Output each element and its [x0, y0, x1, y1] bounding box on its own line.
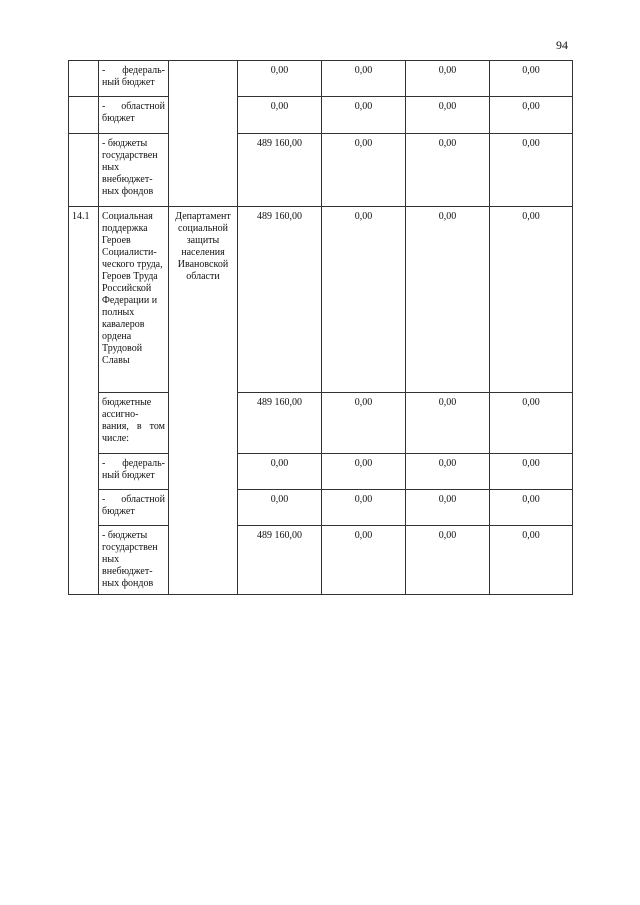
source-label: бюджетные ассигно-вания, в том числе: — [99, 393, 169, 454]
value-cell: 0,00 — [490, 97, 573, 134]
value-cell: 0,00 — [406, 207, 490, 393]
source-label: - федераль-ный бюджет — [99, 61, 169, 97]
value-cell: 0,00 — [322, 61, 406, 97]
value-cell: 0,00 — [490, 526, 573, 595]
value-cell: 0,00 — [322, 207, 406, 393]
value-cell: 0,00 — [490, 490, 573, 526]
table-row — [69, 490, 573, 526]
value-cell: 0,00 — [406, 454, 490, 490]
value-cell: 0,00 — [406, 134, 490, 207]
table-row — [69, 97, 573, 134]
value-cell: 0,00 — [238, 454, 322, 490]
number-cell — [69, 134, 99, 207]
budget-table — [68, 60, 573, 595]
value-cell: 0,00 — [490, 454, 573, 490]
value-cell: 0,00 — [322, 393, 406, 454]
value-cell: 0,00 — [322, 526, 406, 595]
value-cell: 489 160,00 — [238, 207, 322, 393]
value-cell: 0,00 — [490, 134, 573, 207]
table-row — [69, 61, 573, 97]
table-row — [69, 393, 573, 454]
source-label: - федераль-ный бюджет — [99, 454, 169, 490]
source-label: - областной бюджет — [99, 97, 169, 134]
value-cell: 0,00 — [322, 134, 406, 207]
page-number: 94 — [556, 38, 568, 52]
value-cell: 0,00 — [406, 61, 490, 97]
value-cell: 0,00 — [490, 61, 573, 97]
item-executor: Департамент социальной защиты населения Ивановской области — [169, 207, 238, 595]
value-cell: 0,00 — [490, 207, 573, 393]
value-cell: 0,00 — [238, 490, 322, 526]
table-row — [69, 207, 573, 393]
value-cell: 0,00 — [406, 97, 490, 134]
table-row — [69, 526, 573, 595]
value-cell: 489 160,00 — [238, 393, 322, 454]
value-cell: 489 160,00 — [238, 526, 322, 595]
table-row — [69, 134, 573, 207]
value-cell: 489 160,00 — [238, 134, 322, 207]
number-cell — [69, 61, 99, 97]
table-row — [69, 454, 573, 490]
value-cell: 0,00 — [322, 97, 406, 134]
value-cell: 0,00 — [238, 61, 322, 97]
item-name: Социальная поддержка Героев Социалисти-ческого труда, Героев Труда Российской Федерации и полных кавалеров ордена Трудовой Славы — [99, 207, 169, 393]
value-cell: 0,00 — [406, 490, 490, 526]
value-cell: 0,00 — [322, 490, 406, 526]
value-cell: 0,00 — [490, 393, 573, 454]
source-label: - бюджеты государствен ных внебюджет-ных фондов — [99, 526, 169, 595]
executor-cell — [169, 61, 238, 207]
value-cell: 0,00 — [406, 393, 490, 454]
value-cell: 0,00 — [238, 97, 322, 134]
value-cell: 0,00 — [322, 454, 406, 490]
value-cell: 0,00 — [406, 526, 490, 595]
source-label: - бюджеты государствен ных внебюджет-ных фондов — [99, 134, 169, 207]
source-label: - областной бюджет — [99, 490, 169, 526]
number-cell — [69, 97, 99, 134]
item-number: 14.1 — [69, 207, 99, 595]
